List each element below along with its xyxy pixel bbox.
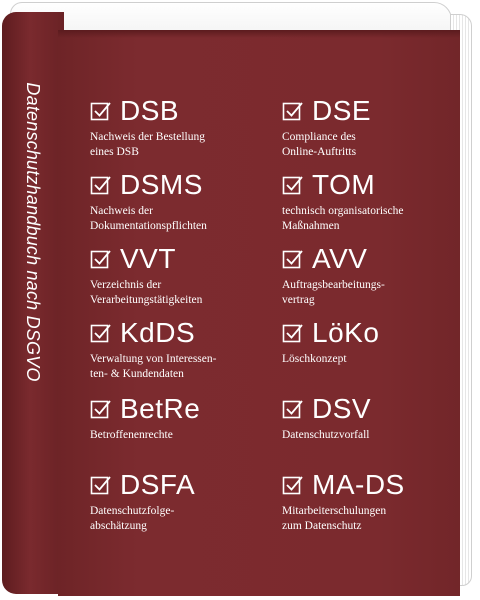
- entry-desc: Datenschutzfolge- abschätzung: [90, 505, 175, 532]
- entry-desc: Löschkonzept: [282, 353, 347, 365]
- entry-desc: Nachweis der Dokumentationspflichten: [90, 205, 207, 232]
- checkbox-checked-icon: [282, 322, 304, 344]
- entry-abbr: BetRe: [120, 393, 201, 424]
- entry-desc: Nachweis der Bestellung eines DSB: [90, 131, 205, 158]
- checkbox-checked-icon: [90, 174, 112, 196]
- checkbox-checked-icon: [90, 248, 112, 270]
- spine-title: Datenschutzhandbuch nach DSGVO: [23, 82, 43, 382]
- entry-abbr: DSB: [120, 95, 180, 126]
- entry-abbr: AVV: [312, 243, 368, 274]
- checkbox-checked-icon: [282, 474, 304, 496]
- cover-shadow: [58, 30, 460, 38]
- entry-desc: Auftragsbearbeitungs- vertrag: [282, 279, 385, 306]
- entry-desc: Betroffenenrechte: [90, 429, 173, 441]
- checkbox-checked-icon: [90, 474, 112, 496]
- entry-abbr: KdDS: [120, 317, 196, 348]
- entry-ma-ds: [282, 468, 462, 533]
- entry-vvt: [90, 242, 270, 307]
- entry-avv: [282, 242, 462, 307]
- entry-abbr: TOM: [312, 169, 376, 200]
- entry-abbr: DSFA: [120, 469, 196, 500]
- entry-desc: Compliance des Online-Auftritts: [282, 131, 357, 158]
- checkbox-checked-icon: [282, 248, 304, 270]
- entry-dsv: [282, 392, 462, 443]
- entry-desc: Verzeichnis der Verarbeitungstätigkeiten: [90, 279, 203, 306]
- entry-kdds: [90, 316, 270, 381]
- checkbox-checked-icon: [282, 174, 304, 196]
- entry-abbr: DSMS: [120, 169, 203, 200]
- entry-abbr: MA-DS: [312, 469, 405, 500]
- checkbox-checked-icon: [282, 398, 304, 420]
- entry-abbr: DSE: [312, 95, 372, 126]
- entry-dsms: [90, 168, 270, 233]
- entry-dsb: [90, 94, 270, 159]
- entry-abbr: LöKo: [312, 317, 380, 348]
- entry-abbr: VVT: [120, 243, 176, 274]
- checkbox-checked-icon: [90, 100, 112, 122]
- entry-dsfa: [90, 468, 270, 533]
- entry-desc: Datenschutzvorfall: [282, 429, 370, 441]
- entry-tom: [282, 168, 462, 233]
- entry-loko: [282, 316, 462, 367]
- checkbox-checked-icon: [90, 322, 112, 344]
- checkbox-checked-icon: [282, 100, 304, 122]
- entry-desc: Verwaltung von Interessen- ten- & Kundendaten: [90, 353, 217, 380]
- entry-desc: technisch organisatorische Maßnahmen: [282, 205, 404, 232]
- checkbox-checked-icon: [90, 398, 112, 420]
- entry-dse: [282, 94, 462, 159]
- entry-betre: [90, 392, 270, 443]
- entry-abbr: DSV: [312, 393, 372, 424]
- entry-desc: Mitarbeiterschulungen zum Datenschutz: [282, 505, 387, 532]
